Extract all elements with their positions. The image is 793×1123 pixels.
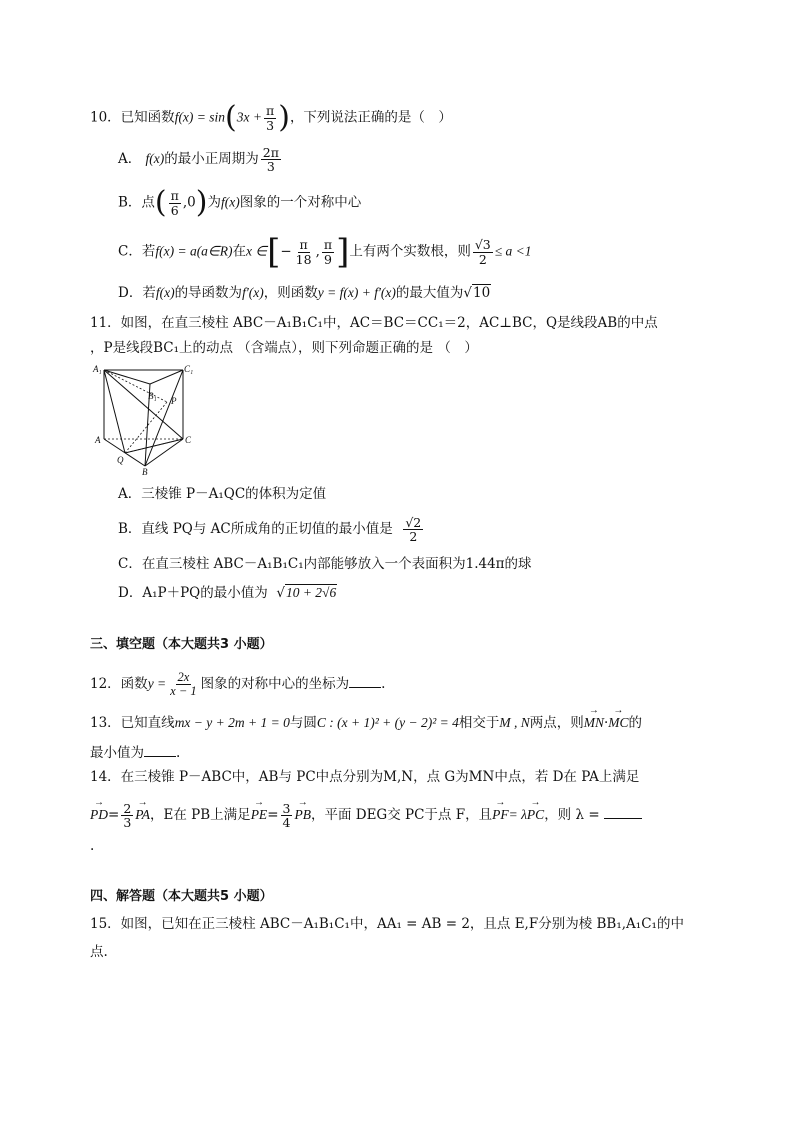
section-3-heading: 三、填空题（本大题共3 小题）: [90, 637, 273, 652]
q10-stem: 10．已知函数f(x) = sin(3x + $\frac{\pi}{3}$ )，下列说法正确的是（ ）: [90, 100, 452, 135]
q14-trailing-dot: .: [90, 838, 95, 854]
q15-line1: 15．如图，已知在正三棱柱 ABC－A₁B₁C₁中，AA₁ = AB = 2，且点 E,F分别为棱 BB₁,A₁C₁的中: [90, 916, 684, 932]
q12: 12．函数y = $\frac{2x}{x - 1}$ 图象的对称中心的坐标为 .: [90, 670, 386, 699]
q10-option-c: C．若f(x) = a(a∈R)在x ∈[− $\frac{\pi}{18}$ , $\frac{\pi}{9}$ ]上有两个实数根，则 $\frac{√3}{2}$ ≤ a <1: [118, 232, 532, 272]
q11-prism-figure: [92, 362, 197, 477]
q10-option-b: B．点( $\frac{\pi}{6}$ ,0)为f(x)图象的一个对称中心: [118, 185, 362, 220]
q10-option-d: D．若f(x)的导函数为f′(x)，则函数y = f(x) + f′(x)的最大值为√10: [118, 285, 491, 301]
section-4-heading: 四、解答题（本大题共5 小题）: [90, 889, 273, 904]
q11-option-d: D．A₁P＋PQ的最小值为 √10 + 2√6: [118, 585, 337, 601]
q14-line1: 14．在三棱锥 P－ABC中，AB与 PC中点分别为M,N，点 G为MN中点，若 D在 PA上满足: [90, 769, 640, 785]
q10-option-a: A． f(x)的最小正周期为 $\frac{2\pi}{3}$: [118, 145, 279, 175]
q13-line2: 最小值为 .: [90, 745, 181, 761]
label-c1: C₁: [184, 364, 194, 374]
q14-line2: → PD= $\frac{2}{3}$ → PA，E在 PB上满足→ PE= $\frac{3}{4}$ → PB，平面 DEG交 PC于点 F，且→ PF= λ→ PC，则 λ =: [90, 802, 642, 829]
label-b: B: [142, 467, 148, 477]
label-p: P: [171, 396, 177, 406]
q11-option-c: C．在直三棱柱 ABC－A₁B₁C₁内部能够放入一个表面积为1.44π的球: [118, 556, 532, 572]
q15-line2: 点.: [90, 944, 108, 960]
label-c: C: [185, 435, 192, 445]
label-a: A: [95, 435, 101, 445]
q14-answer-blank: [604, 806, 642, 819]
q11-stem-line2: ，P是线段BC₁上的动点 （含端点），则下列命题正确的是 （ ）: [90, 340, 478, 356]
q13-answer-blank: [144, 744, 176, 757]
label-q: Q: [117, 455, 124, 465]
label-a1: A₁: [93, 364, 102, 374]
q13-line1: 13．已知直线mx − y + 2m + 1 = 0与圆C : (x + 1)² + (y − 2)² = 4相交于M , N两点，则→ MN·→ MC的: [90, 715, 642, 731]
q11-stem-line1: 11．如图，在直三棱柱 ABC－A₁B₁C₁中，AC＝BC＝CC₁＝2，AC⊥BC，Q是线段AB的中点: [90, 315, 658, 331]
q12-answer-blank: [349, 675, 381, 688]
label-b1: B₁: [148, 391, 157, 401]
q11-option-b: B．直线 PQ与 AC所成角的正切值的最小值是 $\frac{√2}{2}$: [118, 515, 422, 545]
q11-option-a: A．三棱锥 P－A₁QC的体积为定值: [118, 486, 327, 502]
